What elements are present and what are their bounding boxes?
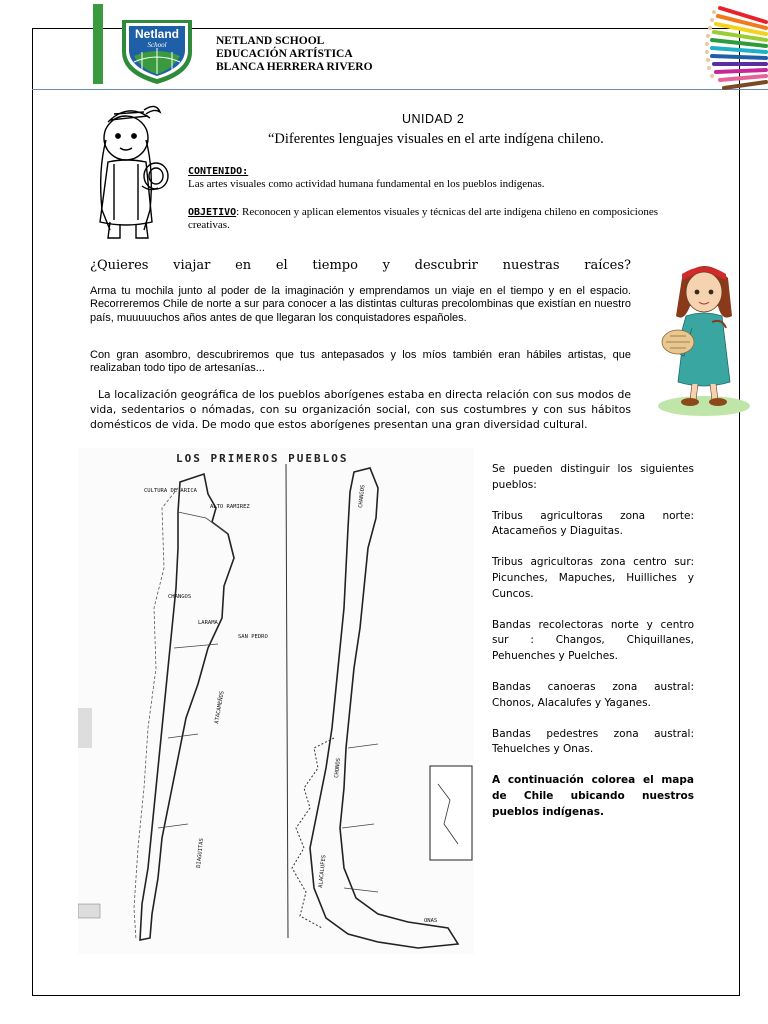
objetivo-label: OBJETIVO	[188, 207, 237, 218]
logo-subtext: School	[147, 41, 167, 49]
map-label-atacamenos: ATACAMEÑOS	[214, 690, 226, 725]
list-item: Bandas recolectoras norte y centro sur : Changos, Chiquillanes, Pehuenches y Puelches.	[492, 618, 694, 663]
question-heading: ¿Quieres viajar en el tiempo y descubrir nuestras raíces?	[90, 258, 631, 273]
objetivo-text: : Reconocen y aplican elementos visuales y técnicas del arte indígena chileno en composiciones creativas.	[188, 206, 658, 231]
list-intro: Se pueden distinguir los siguientes pueblos:	[492, 463, 694, 491]
map-label-larama: LARAMA	[198, 620, 218, 626]
paragraph-2: Con gran asombro, descubriremos que tus antepasados y los míos también eran hábiles artistas, que realizaban todo tipo de artesanías...	[90, 349, 631, 375]
map-label-arica: CULTURA DE ARICA	[144, 488, 197, 494]
peoples-list	[492, 462, 694, 836]
map-label-san-pedro: SAN PEDRO	[238, 634, 268, 640]
school-info	[216, 35, 373, 74]
indigenous-girl-illustration	[652, 256, 752, 416]
map-label-changos-south: CHANGOS	[358, 484, 367, 509]
unit-number: UNIDAD 2	[402, 112, 465, 126]
chile-indigenous-peoples-map	[78, 448, 474, 954]
map-label-onas: ONAS	[424, 918, 438, 924]
map-label-changos-north: CHANGOS	[168, 594, 192, 600]
school-name: NETLAND SCHOOL	[216, 35, 325, 47]
objetivo-block	[188, 206, 668, 232]
page-title: “Diferentes lenguajes visuales en el arte indígena chileno.	[268, 131, 604, 147]
netland-logo	[112, 16, 202, 86]
paragraph-3: La localización geográfica de los pueblos aborígenes estaba en directa relación con sus modos de vida, sedentarios o nómadas, con su organización social, con sus costumbres y con sus hábitos domésticos de vida. De modo que estos aborígenes presentan una gran diversidad cultural.	[90, 388, 631, 431]
colored-pencils-icon	[678, 4, 768, 90]
paragraph-1: Arma tu mochila junto al poder de la imaginación y emprendamos un viaje en el tiempo y en el espacio. Recorreremos Chile de norte a sur para conocer a las distintas culturas precolombinas que existían en nuestro país, muuuuuchos años antes de que llegaran los conquistadores españoles.	[90, 285, 631, 324]
logo-text: Netland	[134, 27, 180, 41]
map-label-alto-ramirez: ALTO RAMIREZ	[210, 504, 250, 510]
green-accent-bar	[93, 4, 103, 84]
map-label-alacalufes: ALACALUFES	[318, 854, 328, 889]
teacher-name: BLANCA HERRERA RIVERO	[216, 61, 373, 73]
department-name: EDUCACIÓN ARTÍSTICA	[216, 48, 353, 60]
list-item: Bandas pedestres zona austral: Tehuelches y Onas.	[492, 727, 694, 756]
list-item: Tribus agricultoras zona centro sur: Picunches, Mapuches, Huilliches y Cuncos.	[492, 556, 694, 600]
list-item: Tribus agricultoras zona norte: Atacameños y Diaguitas.	[492, 509, 694, 538]
list-item: Bandas canoeras zona austral: Chonos, Alacalufes y Yaganes.	[492, 680, 694, 709]
map-label-diaguitas: DIAGUITAS	[196, 837, 206, 869]
coloring-instruction: A continuación colorea el mapa de Chile ubicando nuestros pueblos indígenas.	[492, 774, 694, 818]
map-title: LOS PRIMEROS PUEBLOS	[176, 452, 349, 465]
header-rule	[32, 89, 768, 90]
contenido-label: CONTENIDO:	[188, 166, 249, 177]
contenido-text: Las artes visuales como actividad humana fundamental en los pueblos indígenas.	[188, 178, 545, 190]
map-label-chonos: CHONOS	[334, 757, 343, 779]
indigenous-child-drawing	[80, 100, 176, 242]
